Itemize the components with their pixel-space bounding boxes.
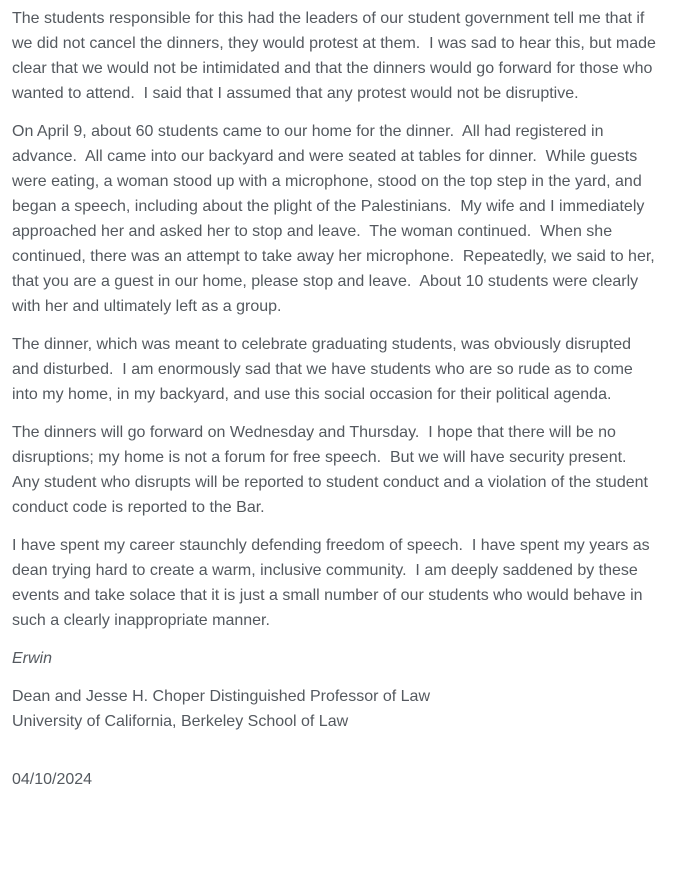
signoff: Erwin bbox=[12, 650, 53, 667]
paragraph-future-dinners: The dinners will go forward on Wednesday and Thursday. I hope that there will be no disruptions; my home is not a forum for free speech. But we will have security present. Any student who disrupts will be reported to student conduct and a violation of the student conduct code is reported to the Bar. bbox=[12, 424, 653, 516]
date: 04/10/2024 bbox=[12, 771, 93, 788]
signature-block bbox=[12, 684, 662, 734]
paragraph-disruption-reaction: The dinner, which was meant to celebrate graduating students, was obviously disrupted and disturbed. I am enormously sad that we have students who are so rude as to come into my home, in my backyard, and use this social occasion for their political agenda. bbox=[12, 336, 638, 403]
paragraph-dinner-incident: On April 9, about 60 students came to our home for the dinner. All had registered in advance. All came into our backyard and were seated at tables for dinner. While guests were eating, a woman stood up with a microphone, stood on the top step in the yard, and began a speech, including about the plight of the Palestinians. My wife and I immediately approached her and asked her to stop and leave. The woman continued. When she continued, there was an attempt to take away her microphone. Repeatedly, we said to her, that you are a guest in our home, please stop and leave. About 10 students were clearly with her and ultimately left as a group. bbox=[12, 123, 660, 315]
paragraph-protest-warning: The students responsible for this had the leaders of our student government tell me that if we did not cancel the dinners, they would protest at them. I was sad to hear this, but made clear that we would not be intimidated and that the dinners would go forward for those who wanted to attend. I said that I assumed that any protest would not be disruptive. bbox=[12, 10, 661, 102]
signature-institution: University of California, Berkeley School of Law bbox=[12, 713, 349, 730]
signature-title: Dean and Jesse H. Choper Distinguished Professor of Law bbox=[12, 688, 430, 705]
paragraph-closing-reflection: I have spent my career staunchly defending freedom of speech. I have spent my years as dean trying hard to create a warm, inclusive community. I am deeply saddened by these events and take solace that it is just a small number of our students who would behave in such a clearly inappropriate manner. bbox=[12, 537, 655, 629]
